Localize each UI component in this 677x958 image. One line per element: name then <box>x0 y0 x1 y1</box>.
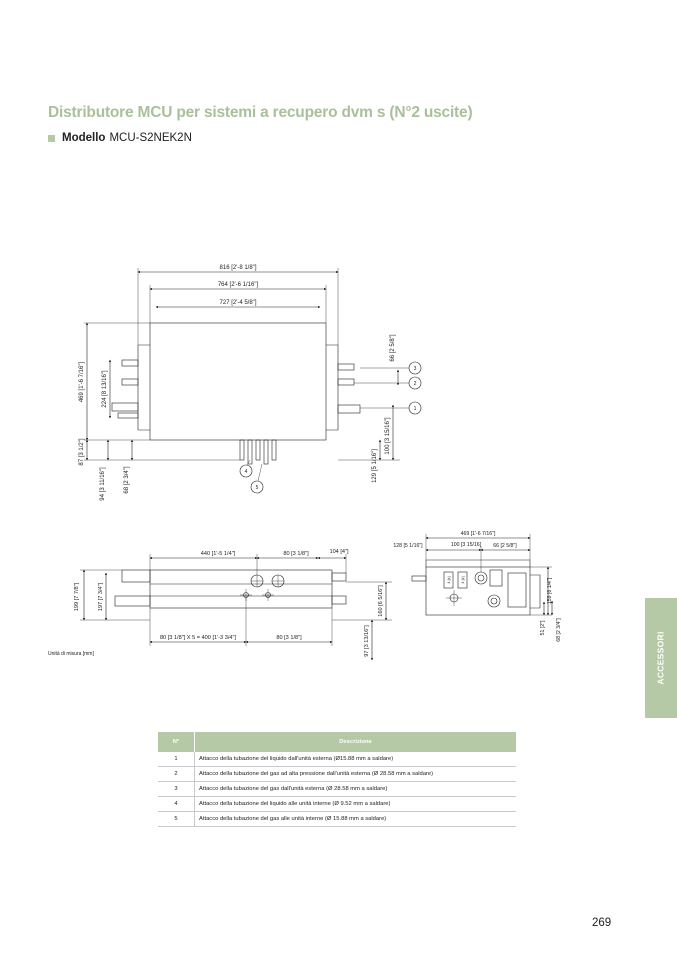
table-header-row <box>158 732 516 752</box>
row-desc: Attacco della tubazione del gas dall'unità esterna (Ø 28.58 mm a saldare) <box>195 782 517 797</box>
description-table <box>158 732 516 827</box>
callout-4: 4 <box>244 469 248 475</box>
side-badge-1: 4 [x] <box>447 576 451 584</box>
side-dim-159: 159 [6 1/4"] <box>547 577 553 605</box>
front-view-body <box>150 570 332 608</box>
dim-87: 87 [3 1/2"] <box>79 438 85 466</box>
dim-80-top: 80 [3 1/8"] <box>283 551 309 557</box>
model-value: MCU-S2NEK2N <box>109 132 192 144</box>
dim-104: 104 [4"] <box>329 549 349 555</box>
side-dim-100: 100 [3 15/16] <box>450 542 482 548</box>
units-note: Unità di misura [mm] <box>48 651 94 657</box>
section-tab-accessori <box>645 598 677 718</box>
dim-68: 68 [2 3/4"] <box>124 466 130 494</box>
side-dim-66: 66 [2 5/8"] <box>493 543 517 549</box>
row-num: 2 <box>158 767 195 782</box>
header-desc: Descrizione <box>195 732 517 752</box>
table-row <box>158 767 516 782</box>
dim-727: 727 [2'-4 5/8"] <box>219 300 257 306</box>
page-number: 269 <box>592 917 612 929</box>
row-desc: Attacco della tubazione del liquido alle unità interne (Ø 9.52 mm a saldare) <box>195 797 517 812</box>
side-view <box>412 534 552 615</box>
callout-3: 3 <box>413 366 417 372</box>
dim-97: 97 [3 13/16"] <box>364 625 370 657</box>
table-row <box>158 752 516 767</box>
dim-160: 160 [6 5/16"] <box>378 585 384 617</box>
dim-80x5: 80 [3 1/8"] X 5 = 400 [1'-3 3/4"] <box>159 635 237 641</box>
table-row <box>158 797 516 812</box>
section-tab-label: ACCESSORI <box>656 631 666 685</box>
side-view-labels <box>393 531 562 642</box>
dim-100: 100 [3 15/16"] <box>385 417 391 455</box>
dim-199: 199 [7 7/8"] <box>74 582 80 612</box>
side-dim-51: 51 [2"] <box>540 620 546 636</box>
callout-5: 5 <box>255 485 259 491</box>
dim-224: 224 [8 13/16"] <box>102 370 108 408</box>
row-desc: Attacco della tubazione del gas ad alta pressione dall'unità esterna (Ø 28.58 mm a saldare) <box>195 767 517 782</box>
dim-816: 816 [2'-8 1/8"] <box>219 265 257 271</box>
row-num: 4 <box>158 797 195 812</box>
dim-80-bottom: 80 [3 1/8"] <box>276 635 302 641</box>
side-dim-469: 469 [1'-6 7/16"] <box>460 531 496 537</box>
dim-129: 129 [5 1/16"] <box>372 449 378 483</box>
dim-440: 440 [1'-5 1/4"] <box>200 551 236 557</box>
side-view-body <box>426 567 530 615</box>
page-title: Distributore MCU per sistemi a recupero dvm s (N°2 uscite) <box>48 104 473 121</box>
row-desc: Attacco della tubazione del gas alle unità interne (Ø 15.88 mm a saldare) <box>195 812 517 827</box>
row-desc: Attacco della tubazione del liquido dall'unità esterna (Ø15.88 mm a saldare) <box>195 752 517 767</box>
table-row <box>158 782 516 797</box>
callout-2: 2 <box>413 381 417 387</box>
model-label: Modello <box>62 132 106 144</box>
dim-197: 197 [7 3/4"] <box>98 582 104 612</box>
dim-469: 469 [1'-6 7/16"] <box>79 361 85 403</box>
callout-1: 1 <box>413 406 417 412</box>
header-num: N° <box>158 732 195 752</box>
row-num: 3 <box>158 782 195 797</box>
front-view <box>80 554 392 660</box>
dim-66: 66 [2 5/8"] <box>390 334 396 362</box>
front-view-labels <box>74 549 384 657</box>
dim-94: 94 [3 11/16"] <box>100 467 106 501</box>
row-num: 5 <box>158 812 195 827</box>
side-badge-2: 4 [x] <box>461 576 465 584</box>
side-dim-128: 128 [5 1/16"] <box>393 543 423 549</box>
top-view-body <box>150 323 326 440</box>
side-dim-68: 68 [2 3/4"] <box>556 618 562 642</box>
table-row <box>158 812 516 827</box>
dim-764: 764 [2'-6 1/16"] <box>217 282 259 288</box>
row-num: 1 <box>158 752 195 767</box>
